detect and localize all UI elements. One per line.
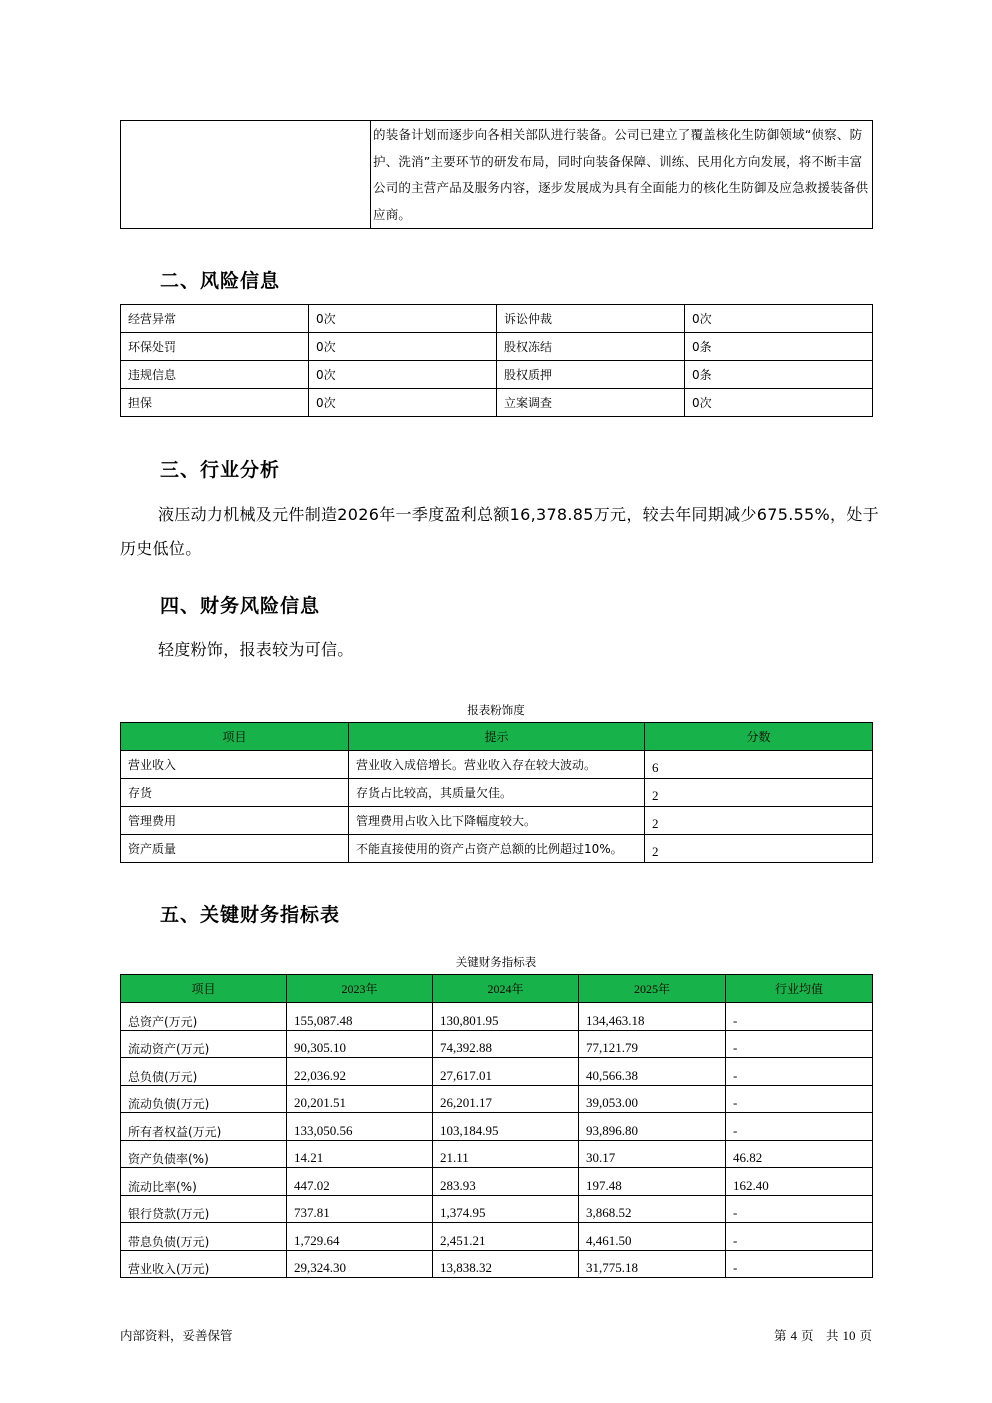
intro-label-cell bbox=[121, 121, 371, 229]
page-suffix: 页 bbox=[859, 1328, 872, 1343]
table-row bbox=[121, 835, 873, 863]
fin-industry-avg: - bbox=[726, 1030, 873, 1058]
fin-value-2023: 133,050.56 bbox=[287, 1113, 433, 1141]
fin-item: 流动比率(%) bbox=[121, 1168, 287, 1196]
fin-industry-avg: - bbox=[726, 1223, 873, 1251]
fin-item: 所有者权益(万元) bbox=[121, 1113, 287, 1141]
decor-item: 管理费用 bbox=[121, 807, 349, 835]
fin-value-2024: 103,184.95 bbox=[433, 1113, 579, 1141]
page-mid: 页 共 bbox=[801, 1328, 839, 1343]
fin-value-2025: 39,053.00 bbox=[579, 1085, 726, 1113]
table-row bbox=[121, 807, 873, 835]
fin-value-2024: 26,201.17 bbox=[433, 1085, 579, 1113]
decor-hint: 营业收入成倍增长。营业收入存在较大波动。 bbox=[349, 751, 645, 779]
fin-value-2023: 29,324.30 bbox=[287, 1250, 433, 1278]
fin-value-2025: 77,121.79 bbox=[579, 1030, 726, 1058]
table-header-row bbox=[121, 723, 873, 751]
fin-value-2025: 40,566.38 bbox=[579, 1058, 726, 1086]
fin-value-2023: 90,305.10 bbox=[287, 1030, 433, 1058]
risk-value: 0次 bbox=[685, 389, 873, 417]
company-description: 的装备计划而逐步向各相关部队进行装备。公司已建立了覆盖核化生防御领域“侦察、防护、洗消”主要环节的研发布局，同时向装备保障、训练、民用化方向发展，将不断丰富公司的主营产品及服务内容，逐步发展成为具有全面能力的核化生防御及应急救援装备供应商。 bbox=[371, 121, 873, 229]
section-title-risk: 二、风险信息 bbox=[160, 270, 281, 292]
risk-label: 立案调查 bbox=[497, 389, 685, 417]
company-intro-table bbox=[120, 120, 873, 229]
fin-item: 带息负债(万元) bbox=[121, 1223, 287, 1251]
table-row bbox=[121, 751, 873, 779]
decor-score: 2 bbox=[645, 807, 873, 835]
risk-value: 0次 bbox=[309, 361, 497, 389]
table-row bbox=[121, 1003, 873, 1031]
footer-page-number bbox=[774, 1326, 872, 1344]
table-row bbox=[121, 1223, 873, 1251]
fin-value-2024: 1,374.95 bbox=[433, 1195, 579, 1223]
risk-value: 0次 bbox=[309, 389, 497, 417]
decor-score: 2 bbox=[645, 835, 873, 863]
fin-value-2023: 1,729.64 bbox=[287, 1223, 433, 1251]
fin-value-2024: 13,838.32 bbox=[433, 1250, 579, 1278]
risk-value: 0次 bbox=[309, 305, 497, 333]
fin-item: 营业收入(万元) bbox=[121, 1250, 287, 1278]
table-row bbox=[121, 1058, 873, 1086]
table-row bbox=[121, 305, 873, 333]
fin-value-2024: 27,617.01 bbox=[433, 1058, 579, 1086]
fin-value-2023: 447.02 bbox=[287, 1168, 433, 1196]
fin-value-2025: 3,868.52 bbox=[579, 1195, 726, 1223]
decor-score: 2 bbox=[645, 779, 873, 807]
fin-value-2024: 2,451.21 bbox=[433, 1223, 579, 1251]
risk-label: 股权冻结 bbox=[497, 333, 685, 361]
fin-industry-avg: - bbox=[726, 1195, 873, 1223]
fin-item: 流动负债(万元) bbox=[121, 1085, 287, 1113]
risk-label: 违规信息 bbox=[121, 361, 309, 389]
fin-table-caption: 关键财务指标表 bbox=[455, 955, 537, 969]
fin-industry-avg: - bbox=[726, 1058, 873, 1086]
fin-item: 银行贷款(万元) bbox=[121, 1195, 287, 1223]
column-header-2023: 2023年 bbox=[287, 975, 433, 1003]
fin-value-2025: 93,896.80 bbox=[579, 1113, 726, 1141]
fin-item: 总资产(万元) bbox=[121, 1003, 287, 1031]
risk-value: 0条 bbox=[685, 361, 873, 389]
decor-score: 6 bbox=[645, 751, 873, 779]
column-header-item: 项目 bbox=[121, 975, 287, 1003]
risk-label: 股权质押 bbox=[497, 361, 685, 389]
column-header-hint: 提示 bbox=[349, 723, 645, 751]
risk-info-table bbox=[120, 304, 873, 417]
column-header-item: 项目 bbox=[121, 723, 349, 751]
fin-value-2023: 22,036.92 bbox=[287, 1058, 433, 1086]
table-row bbox=[121, 1140, 873, 1168]
risk-value: 0次 bbox=[685, 305, 873, 333]
risk-label: 担保 bbox=[121, 389, 309, 417]
fin-value-2024: 283.93 bbox=[433, 1168, 579, 1196]
column-header-industry-avg: 行业均值 bbox=[726, 975, 873, 1003]
fin-industry-avg: - bbox=[726, 1250, 873, 1278]
risk-label: 诉讼仲裁 bbox=[497, 305, 685, 333]
table-row bbox=[121, 361, 873, 389]
risk-label: 经营异常 bbox=[121, 305, 309, 333]
risk-value: 0条 bbox=[685, 333, 873, 361]
fin-value-2024: 130,801.95 bbox=[433, 1003, 579, 1031]
fin-value-2024: 74,392.88 bbox=[433, 1030, 579, 1058]
decor-hint: 不能直接使用的资产占资产总额的比例超过10%。 bbox=[349, 835, 645, 863]
fin-industry-avg: 162.40 bbox=[726, 1168, 873, 1196]
decor-hint: 存货占比较高，其质量欠佳。 bbox=[349, 779, 645, 807]
fin-value-2024: 21.11 bbox=[433, 1140, 579, 1168]
section-title-financial-risk: 四、财务风险信息 bbox=[160, 595, 321, 617]
table-row bbox=[121, 1113, 873, 1141]
fin-value-2023: 155,087.48 bbox=[287, 1003, 433, 1031]
table-row bbox=[121, 1250, 873, 1278]
decor-table-caption: 报表粉饰度 bbox=[467, 703, 525, 717]
fin-value-2023: 14.21 bbox=[287, 1140, 433, 1168]
fin-value-2025: 4,461.50 bbox=[579, 1223, 726, 1251]
decor-item: 资产质量 bbox=[121, 835, 349, 863]
financial-risk-text: 轻度粉饰，报表较为可信。 bbox=[158, 640, 354, 659]
decor-item: 营业收入 bbox=[121, 751, 349, 779]
table-row bbox=[121, 1168, 873, 1196]
column-header-score: 分数 bbox=[645, 723, 873, 751]
statement-decoration-table bbox=[120, 722, 873, 863]
table-row bbox=[121, 1030, 873, 1058]
decor-hint: 管理费用占收入比下降幅度较大。 bbox=[349, 807, 645, 835]
fin-item: 总负债(万元) bbox=[121, 1058, 287, 1086]
page-current: 4 bbox=[790, 1328, 798, 1343]
column-header-2025: 2025年 bbox=[579, 975, 726, 1003]
fin-item: 流动资产(万元) bbox=[121, 1030, 287, 1058]
column-header-2024: 2024年 bbox=[433, 975, 579, 1003]
table-header-row bbox=[121, 975, 873, 1003]
fin-value-2025: 31,775.18 bbox=[579, 1250, 726, 1278]
section-title-key-financials: 五、关键财务指标表 bbox=[160, 904, 341, 926]
section-title-industry: 三、行业分析 bbox=[160, 459, 281, 481]
fin-industry-avg: 46.82 bbox=[726, 1140, 873, 1168]
footer-confidential-note: 内部资料，妥善保管 bbox=[120, 1328, 233, 1343]
page-total: 10 bbox=[842, 1328, 856, 1343]
table-row bbox=[121, 389, 873, 417]
table-row bbox=[121, 333, 873, 361]
table-row bbox=[121, 121, 873, 229]
table-row bbox=[121, 1195, 873, 1223]
page-prefix: 第 bbox=[774, 1328, 787, 1343]
fin-industry-avg: - bbox=[726, 1113, 873, 1141]
risk-label: 环保处罚 bbox=[121, 333, 309, 361]
fin-industry-avg: - bbox=[726, 1003, 873, 1031]
fin-item: 资产负债率(%) bbox=[121, 1140, 287, 1168]
fin-value-2025: 197.48 bbox=[579, 1168, 726, 1196]
table-row bbox=[121, 779, 873, 807]
fin-value-2023: 737.81 bbox=[287, 1195, 433, 1223]
fin-value-2025: 30.17 bbox=[579, 1140, 726, 1168]
fin-value-2023: 20,201.51 bbox=[287, 1085, 433, 1113]
fin-industry-avg: - bbox=[726, 1085, 873, 1113]
industry-analysis-text: 液压动力机械及元件制造2026年一季度盈利总额16,378.85万元，较去年同期减少675.55%，处于历史低位。 bbox=[120, 505, 879, 558]
table-row bbox=[121, 1085, 873, 1113]
risk-value: 0次 bbox=[309, 333, 497, 361]
fin-value-2025: 134,463.18 bbox=[579, 1003, 726, 1031]
key-financial-indicators-table bbox=[120, 974, 873, 1278]
decor-item: 存货 bbox=[121, 779, 349, 807]
